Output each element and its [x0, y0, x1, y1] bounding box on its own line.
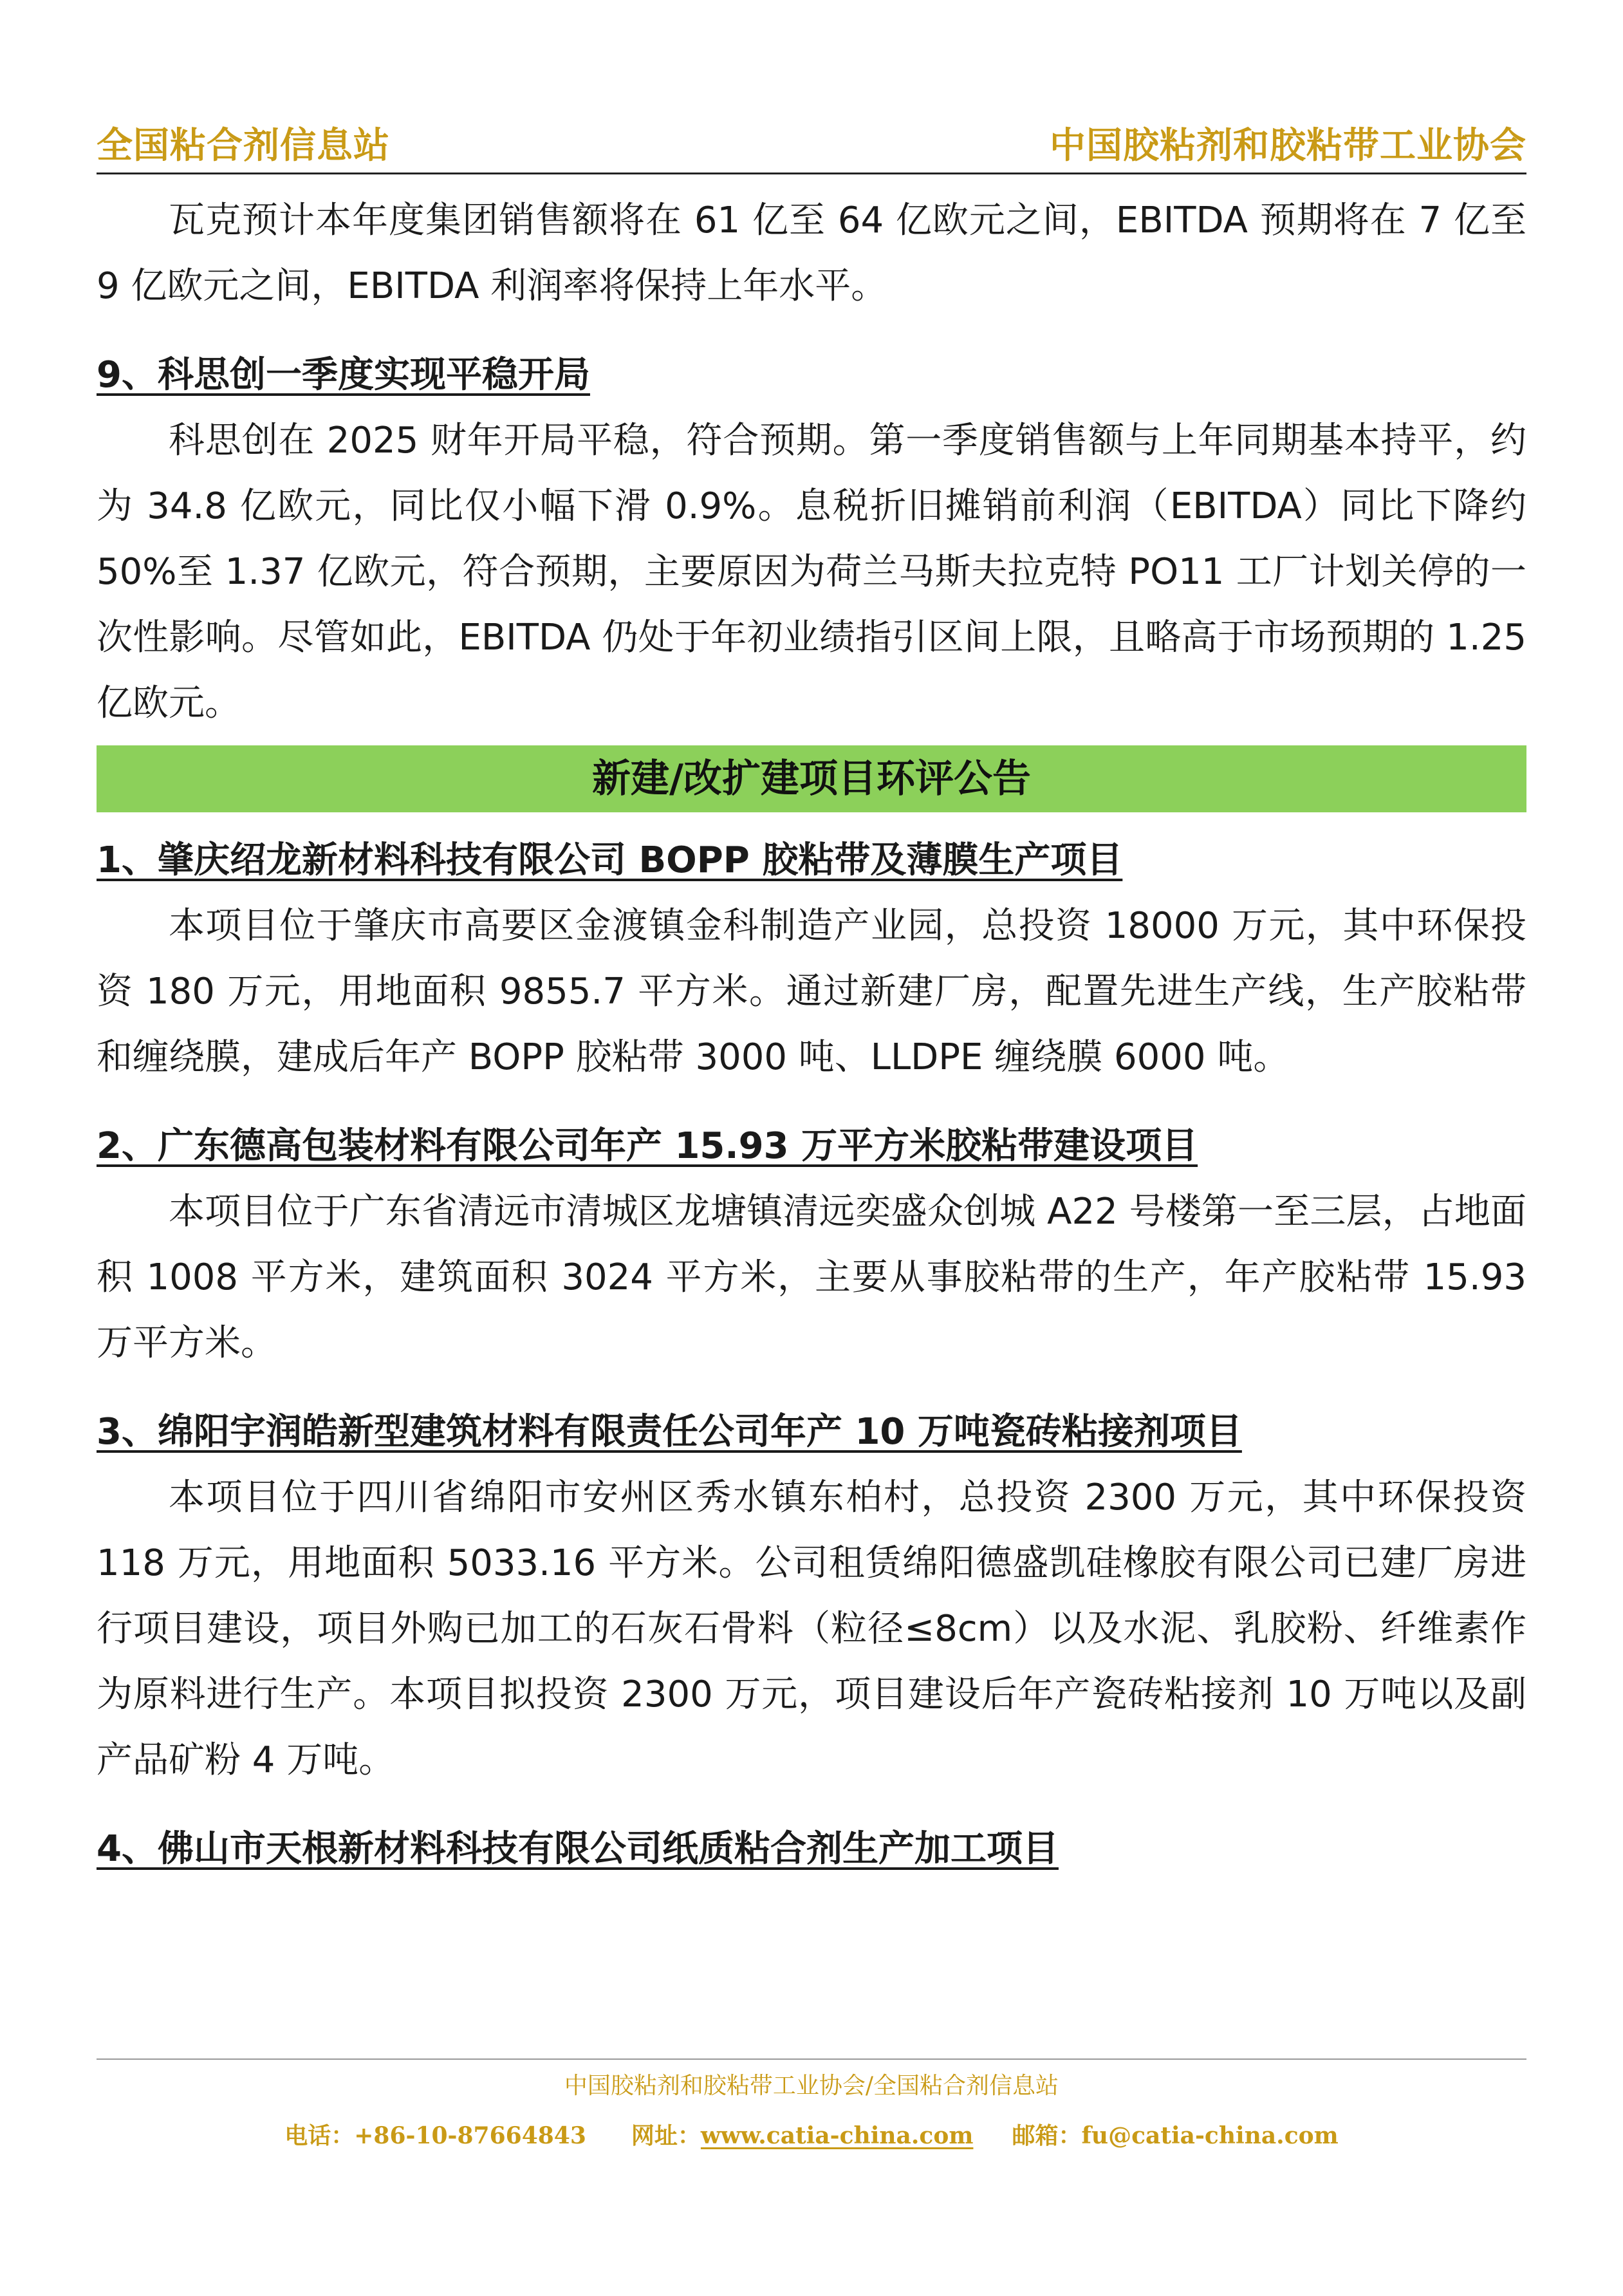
- project3-body: 本项目位于四川省绵阳市安州区秀水镇东柏村，总投资 2300 万元，其中环保投资 118 万元，用地面积 5033.16 平方米。公司租赁绵阳德盛凯硅橡胶有限公司已建厂房进行项目建设，项目外购已加工的石灰石骨料（粒径≤8cm）以及水泥、乳胶粉、纤维素作为原料进行生产。本项目拟投资 2300 万元，项目建设后年产瓷砖粘接剂 10 万吨以及副产品矿粉 4 万吨。: [97, 1477, 1526, 1781]
- footer-org: 中国胶粘剂和胶粘带工业协会/全国粘合剂信息站: [564, 2073, 1059, 2099]
- page-header: [97, 111, 1526, 169]
- footer-website-link[interactable]: www.catia-china.com: [700, 2122, 974, 2149]
- footer-contact: [0, 2118, 1623, 2151]
- header-divider: [97, 173, 1526, 174]
- project2-body: 本项目位于广东省清远市清城区龙塘镇清远奕盛众创城 A22 号楼第一至三层，占地面积 1008 平方米，建筑面积 3024 平方米，主要从事胶粘带的生产，年产胶粘带 15.93 万平方米。: [97, 1191, 1526, 1364]
- footer-website-label: 网址：: [631, 2122, 701, 2149]
- footer-phone: 电话：+86-10-87664843: [284, 2122, 586, 2149]
- footer-email: 邮箱：fu@catia-china.com: [1012, 2122, 1339, 2149]
- project4-title: 4、佛山市天根新材料科技有限公司纸质粘合剂生产加工项目: [97, 1828, 1059, 1870]
- section-banner-title: 新建/改扩建项目环评公告: [592, 756, 1031, 801]
- header-right-title: 中国胶粘剂和胶粘带工业协会: [1050, 125, 1526, 167]
- project3-title: 3、绵阳宇润皓新型建筑材料有限责任公司年产 10 万吨瓷砖粘接剂项目: [97, 1411, 1242, 1453]
- item9-body: 科思创在 2025 财年开局平稳，符合预期。第一季度销售额与上年同期基本持平，约为 34.8 亿欧元，同比仅小幅下滑 0.9%。息税折旧摊销前利润（EBITDA）同比下降约 50%至 1.37 亿欧元，符合预期，主要原因为荷兰马斯夫拉克特 PO11 工厂计划关停的一次性影响。尽管如此，EBITDA 仍处于年初业绩指引区间上限，且略高于市场预期的 1.25 亿欧元。: [97, 420, 1526, 724]
- document-body: [97, 188, 1526, 1882]
- item9-title: 9、科思创一季度实现平稳开局: [97, 354, 590, 396]
- section-banner: [97, 745, 1526, 812]
- project1-body: 本项目位于肇庆市高要区金渡镇金科制造产业园，总投资 18000 万元，其中环保投资 180 万元，用地面积 9855.7 平方米。通过新建厂房，配置先进生产线，生产胶粘带和缠绕膜，建成后年产 BOPP 胶粘带 3000 吨、LLDPE 缠绕膜 6000 吨。: [97, 905, 1526, 1078]
- header-left-title: 全国粘合剂信息站: [97, 125, 390, 167]
- project2-title: 2、广东德高包装材料有限公司年产 15.93 万平方米胶粘带建设项目: [97, 1125, 1198, 1167]
- project1-title: 1、肇庆绍龙新材料科技有限公司 BOPP 胶粘带及薄膜生产项目: [97, 839, 1123, 881]
- footer-divider: [97, 2058, 1526, 2060]
- intro-paragraph: 瓦克预计本年度集团销售额将在 61 亿至 64 亿欧元之间，EBITDA 预期将在 7 亿至 9 亿欧元之间，EBITDA 利润率将保持上年水平。: [97, 200, 1526, 307]
